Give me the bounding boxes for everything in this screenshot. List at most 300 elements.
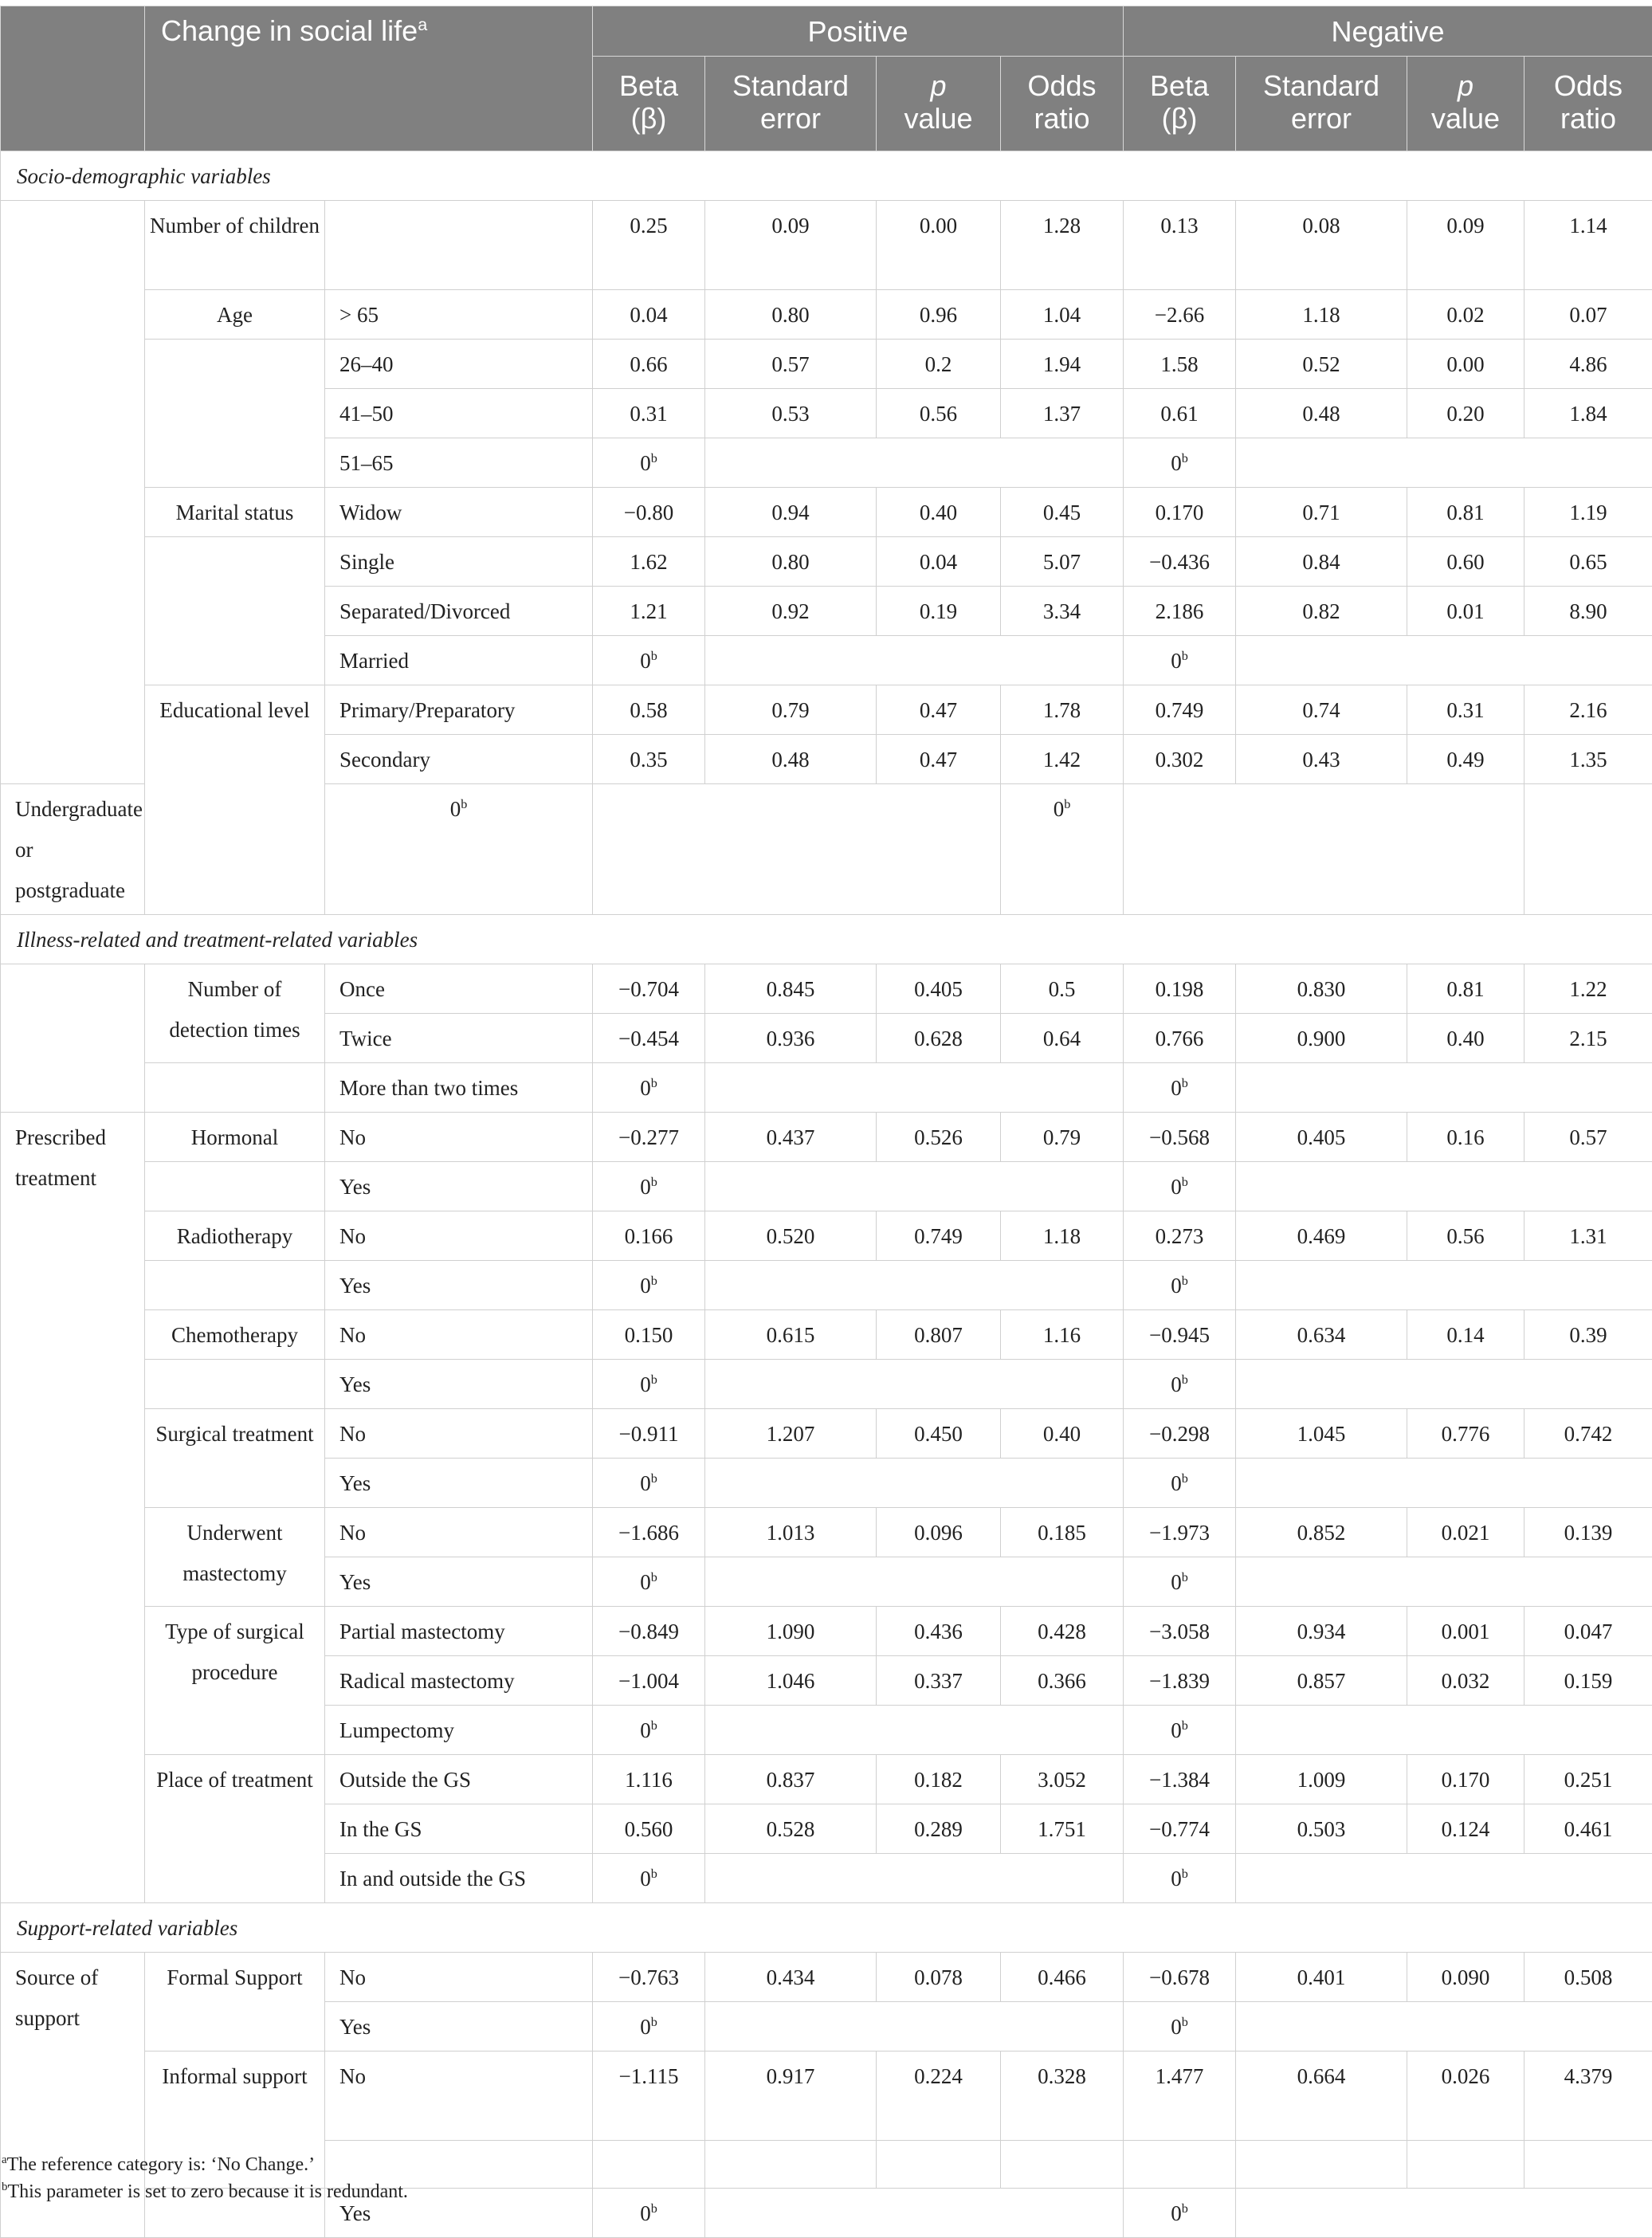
level-label: Yes — [325, 1360, 593, 1409]
section-heading: Illness-related and treatment-related variables — [1, 915, 1652, 964]
level-label — [325, 201, 593, 290]
empty-cell — [705, 2189, 1124, 2238]
empty-cell — [1124, 2141, 1236, 2189]
footnote-a: $^a$The reference category is: ‘No Change.’ — [2, 2152, 315, 2177]
header-row-groups — [1, 6, 1652, 57]
positive-se-cell: 0.936 — [705, 1014, 877, 1063]
empty-cell — [705, 1706, 1124, 1755]
table-row — [1, 537, 1652, 587]
positive-se-cell: 0.53 — [705, 389, 877, 438]
empty-cell — [705, 1261, 1124, 1310]
table-row — [1, 1211, 1652, 1261]
empty-cell — [1236, 1162, 1652, 1211]
positive-reference-cell: 0$^b$ — [593, 636, 705, 685]
group-label: Prescribed treatment — [1, 1113, 145, 1903]
level-label: Secondary — [325, 735, 593, 784]
negative-se-cell: 0.405 — [1236, 1113, 1407, 1162]
negative-beta-cell: 0.273 — [1124, 1211, 1236, 1261]
table-row — [1, 488, 1652, 537]
level-label: Once — [325, 964, 593, 1014]
positive-p-cell: 0.19 — [877, 587, 1001, 636]
negative-beta-cell: 0.13 — [1124, 201, 1236, 290]
variable-label — [145, 1360, 325, 1409]
negative-se-cell: 0.503 — [1236, 1804, 1407, 1854]
positive-se-cell: 0.80 — [705, 537, 877, 587]
negative-or-cell: 0.251 — [1524, 1755, 1652, 1804]
positive-reference-cell: 0$^b$ — [593, 1162, 705, 1211]
negative-or-cell: 0.57 — [1524, 1113, 1652, 1162]
level-label: Primary/Preparatory — [325, 685, 593, 735]
negative-se-cell: 0.82 — [1236, 587, 1407, 636]
variable-label — [145, 1162, 325, 1211]
positive-beta-cell: −0.704 — [593, 964, 705, 1014]
negative-or-cell: 0.508 — [1524, 1953, 1652, 2002]
level-label: Twice — [325, 1014, 593, 1063]
regression-table — [0, 6, 1652, 2238]
negative-p-cell: 0.026 — [1407, 2052, 1524, 2141]
section-heading: Socio-demographic variables — [1, 151, 1652, 201]
positive-or-cell: 3.34 — [1001, 587, 1124, 636]
positive-se-cell: 0.434 — [705, 1953, 877, 2002]
variable-label: Informal support — [145, 2052, 325, 2189]
variable-label: Age — [145, 290, 325, 340]
empty-cell — [593, 2141, 705, 2189]
negative-reference-cell: 0$^b$ — [1124, 1459, 1236, 1508]
negative-reference-cell: 0$^b$ — [1124, 1706, 1236, 1755]
level-label: Yes — [325, 1261, 593, 1310]
table-row — [1, 1953, 1652, 2002]
table-row — [1, 1310, 1652, 1360]
negative-reference-cell: 0$^b$ — [1124, 1261, 1236, 1310]
negative-se-cell: 0.43 — [1236, 735, 1407, 784]
positive-or-cell: 1.78 — [1001, 685, 1124, 735]
positive-se-cell: 0.528 — [705, 1804, 877, 1854]
negative-p-cell: 0.16 — [1407, 1113, 1524, 1162]
positive-reference-cell: 0$^b$ — [593, 1063, 705, 1113]
negative-se-cell: 0.48 — [1236, 389, 1407, 438]
negative-se-cell: 0.664 — [1236, 2052, 1407, 2141]
negative-p-cell: 0.021 — [1407, 1508, 1524, 1557]
negative-reference-cell: 0$^b$ — [1124, 1162, 1236, 1211]
positive-reference-cell: 0$^b$ — [593, 1854, 705, 1903]
level-label: No — [325, 1953, 593, 2002]
positive-beta-cell: 0.58 — [593, 685, 705, 735]
negative-beta-cell: −1.384 — [1124, 1755, 1236, 1804]
negative-beta-cell: 0.170 — [1124, 488, 1236, 537]
variable-label: Type of surgical procedure — [145, 1607, 325, 1755]
positive-or-cell: 0.45 — [1001, 488, 1124, 537]
level-label: No — [325, 1113, 593, 1162]
negative-beta-cell: −3.058 — [1124, 1607, 1236, 1656]
negative-p-cell: 0.124 — [1407, 1804, 1524, 1854]
negative-se-cell: 0.469 — [1236, 1211, 1407, 1261]
positive-or-cell: 1.42 — [1001, 735, 1124, 784]
negative-p-cell: 0.20 — [1407, 389, 1524, 438]
positive-p-cell: 0.450 — [877, 1409, 1001, 1459]
header-or-negative: Odds ratio — [1524, 57, 1652, 151]
positive-se-cell: 1.207 — [705, 1409, 877, 1459]
positive-p-cell: 0.00 — [877, 201, 1001, 290]
negative-se-cell: 0.934 — [1236, 1607, 1407, 1656]
negative-p-cell: 0.09 — [1407, 201, 1524, 290]
positive-beta-cell: 1.116 — [593, 1755, 705, 1804]
header-title-text: Change in social life — [161, 14, 418, 47]
positive-or-cell: 1.751 — [1001, 1804, 1124, 1854]
variable-label — [145, 537, 325, 685]
positive-se-cell: 0.520 — [705, 1211, 877, 1261]
negative-p-cell: 0.31 — [1407, 685, 1524, 735]
section-row — [1, 915, 1652, 964]
empty-cell — [877, 2141, 1001, 2189]
header-empty-cell — [1, 6, 145, 151]
table-row — [1, 201, 1652, 290]
negative-or-cell: 0.65 — [1524, 537, 1652, 587]
group-label — [1, 964, 145, 1113]
negative-reference-cell: 0$^b$ — [1124, 1063, 1236, 1113]
level-label: Married — [325, 636, 593, 685]
positive-p-cell: 0.96 — [877, 290, 1001, 340]
level-label: Widow — [325, 488, 593, 537]
positive-beta-cell: −0.80 — [593, 488, 705, 537]
header-p-positive: p value — [877, 57, 1001, 151]
section-heading: Support-related variables — [1, 1903, 1652, 1953]
header-title — [145, 6, 593, 151]
positive-beta-cell: 0.04 — [593, 290, 705, 340]
negative-beta-cell: −0.945 — [1124, 1310, 1236, 1360]
positive-beta-cell: −0.763 — [593, 1953, 705, 2002]
positive-se-cell: 1.046 — [705, 1656, 877, 1706]
positive-se-cell: 0.79 — [705, 685, 877, 735]
positive-se-cell: 0.80 — [705, 290, 877, 340]
positive-or-cell: 0.40 — [1001, 1409, 1124, 1459]
table-row — [1, 685, 1652, 735]
table-row — [1, 1113, 1652, 1162]
negative-beta-cell: −2.66 — [1124, 290, 1236, 340]
empty-cell — [1236, 1706, 1652, 1755]
level-label: > 65 — [325, 290, 593, 340]
positive-or-cell: 1.16 — [1001, 1310, 1124, 1360]
empty-cell — [1236, 1459, 1652, 1508]
positive-or-cell: 0.328 — [1001, 2052, 1124, 2141]
positive-se-cell: 0.94 — [705, 488, 877, 537]
positive-or-cell: 0.428 — [1001, 1607, 1124, 1656]
header-or-positive: Odds ratio — [1001, 57, 1124, 151]
negative-or-cell: 0.742 — [1524, 1409, 1652, 1459]
level-label: Radical mastectomy — [325, 1656, 593, 1706]
positive-or-cell: 5.07 — [1001, 537, 1124, 587]
level-label: No — [325, 1508, 593, 1557]
positive-p-cell: 0.526 — [877, 1113, 1001, 1162]
table-row — [1, 1360, 1652, 1409]
positive-se-cell: 0.845 — [705, 964, 877, 1014]
table-row — [1, 290, 1652, 340]
positive-or-cell: 0.79 — [1001, 1113, 1124, 1162]
positive-or-cell: 1.04 — [1001, 290, 1124, 340]
negative-reference-cell: 0$^b$ — [1124, 2002, 1236, 2052]
positive-beta-cell: −1.115 — [593, 2052, 705, 2141]
positive-or-cell: 1.94 — [1001, 340, 1124, 389]
positive-p-cell: 0.337 — [877, 1656, 1001, 1706]
negative-p-cell: 0.14 — [1407, 1310, 1524, 1360]
positive-p-cell: 0.078 — [877, 1953, 1001, 2002]
section-row — [1, 151, 1652, 201]
empty-cell — [1524, 2141, 1652, 2189]
negative-reference-cell: 0$^b$ — [1124, 1360, 1236, 1409]
level-label: No — [325, 1310, 593, 1360]
level-label: More than two times — [325, 1063, 593, 1113]
negative-beta-cell: −1.973 — [1124, 1508, 1236, 1557]
level-label: Partial mastectomy — [325, 1607, 593, 1656]
negative-p-cell: 0.56 — [1407, 1211, 1524, 1261]
variable-label: Surgical treatment — [145, 1409, 325, 1508]
level-label: Lumpectomy — [325, 1706, 593, 1755]
negative-beta-cell: 0.302 — [1124, 735, 1236, 784]
positive-reference-cell: 0$^b$ — [593, 2002, 705, 2052]
empty-cell — [705, 1360, 1124, 1409]
negative-or-cell: 4.86 — [1524, 340, 1652, 389]
negative-p-cell: 0.40 — [1407, 1014, 1524, 1063]
negative-beta-cell: 1.477 — [1124, 2052, 1236, 2141]
header-se-positive: Standard error — [705, 57, 877, 151]
negative-beta-cell: 0.61 — [1124, 389, 1236, 438]
positive-reference-cell: 0$^b$ — [593, 438, 705, 488]
table-row — [1, 1607, 1652, 1656]
empty-cell — [1407, 2141, 1524, 2189]
negative-se-cell: 0.852 — [1236, 1508, 1407, 1557]
negative-reference-cell: 0$^b$ — [1124, 636, 1236, 685]
negative-beta-cell: −0.298 — [1124, 1409, 1236, 1459]
negative-se-cell: 1.009 — [1236, 1755, 1407, 1804]
negative-p-cell: 0.170 — [1407, 1755, 1524, 1804]
negative-beta-cell: −0.568 — [1124, 1113, 1236, 1162]
negative-or-cell: 1.35 — [1524, 735, 1652, 784]
variable-label: Place of treatment — [145, 1755, 325, 1903]
level-label: 26–40 — [325, 340, 593, 389]
negative-se-cell: 0.08 — [1236, 201, 1407, 290]
empty-cell — [1236, 1360, 1652, 1409]
positive-or-cell: 1.18 — [1001, 1211, 1124, 1261]
negative-p-cell: 0.776 — [1407, 1409, 1524, 1459]
positive-reference-cell: 0$^b$ — [325, 784, 593, 915]
negative-beta-cell: 1.58 — [1124, 340, 1236, 389]
variable-label — [145, 1063, 325, 1113]
negative-reference-cell: 0$^b$ — [1124, 2189, 1236, 2238]
negative-reference-cell: 0$^b$ — [1124, 1854, 1236, 1903]
variable-label — [145, 1261, 325, 1310]
positive-p-cell: 0.436 — [877, 1607, 1001, 1656]
negative-or-cell: 0.07 — [1524, 290, 1652, 340]
positive-p-cell: 0.47 — [877, 735, 1001, 784]
positive-p-cell: 0.289 — [877, 1804, 1001, 1854]
variable-label — [145, 340, 325, 488]
table-row — [1, 1261, 1652, 1310]
negative-reference-cell: 0$^b$ — [1124, 438, 1236, 488]
level-label: In and outside the GS — [325, 1854, 593, 1903]
positive-se-cell: 0.48 — [705, 735, 877, 784]
negative-beta-cell: −0.678 — [1124, 1953, 1236, 2002]
positive-se-cell: 0.615 — [705, 1310, 877, 1360]
negative-beta-cell: 0.198 — [1124, 964, 1236, 1014]
positive-or-cell: 0.5 — [1001, 964, 1124, 1014]
negative-beta-cell: −1.839 — [1124, 1656, 1236, 1706]
negative-se-cell: 0.71 — [1236, 488, 1407, 537]
level-label: Undergraduate or postgraduate — [1, 784, 145, 915]
negative-p-cell: 0.81 — [1407, 488, 1524, 537]
variable-label: Educational level — [145, 685, 325, 915]
empty-cell — [1001, 2141, 1124, 2189]
positive-or-cell: 1.37 — [1001, 389, 1124, 438]
level-label: Yes — [325, 2189, 593, 2238]
positive-beta-cell: −0.911 — [593, 1409, 705, 1459]
negative-se-cell: 1.045 — [1236, 1409, 1407, 1459]
negative-se-cell: 0.857 — [1236, 1656, 1407, 1706]
negative-or-cell: 2.15 — [1524, 1014, 1652, 1063]
positive-beta-cell: 0.66 — [593, 340, 705, 389]
positive-beta-cell: 0.35 — [593, 735, 705, 784]
level-label: No — [325, 1409, 593, 1459]
empty-cell — [705, 1854, 1124, 1903]
positive-beta-cell: −1.004 — [593, 1656, 705, 1706]
table-row — [1, 2052, 1652, 2141]
positive-p-cell: 0.40 — [877, 488, 1001, 537]
table-row — [1, 340, 1652, 389]
empty-cell — [593, 784, 1001, 915]
positive-se-cell: 0.437 — [705, 1113, 877, 1162]
level-label: Yes — [325, 1557, 593, 1607]
empty-cell — [1124, 784, 1524, 915]
variable-label: Underwent mastectomy — [145, 1508, 325, 1607]
negative-or-cell: 1.14 — [1524, 201, 1652, 290]
empty-cell — [705, 2002, 1124, 2052]
level-label: 41–50 — [325, 389, 593, 438]
group-label: Source of support — [1, 1953, 145, 2238]
negative-p-cell: 0.00 — [1407, 340, 1524, 389]
positive-p-cell: 0.807 — [877, 1310, 1001, 1360]
positive-reference-cell: 0$^b$ — [593, 1459, 705, 1508]
positive-or-cell: 3.052 — [1001, 1755, 1124, 1804]
variable-label: Number of children — [145, 201, 325, 290]
positive-beta-cell: 0.150 — [593, 1310, 705, 1360]
variable-label: Radiotherapy — [145, 1211, 325, 1261]
empty-cell — [1236, 1261, 1652, 1310]
positive-or-cell: 0.185 — [1001, 1508, 1124, 1557]
positive-se-cell: 0.57 — [705, 340, 877, 389]
positive-p-cell: 0.224 — [877, 2052, 1001, 2141]
table-row — [1, 1162, 1652, 1211]
header-positive: Positive — [593, 6, 1124, 57]
positive-beta-cell: 1.21 — [593, 587, 705, 636]
empty-cell — [1236, 1557, 1652, 1607]
negative-or-cell: 1.19 — [1524, 488, 1652, 537]
positive-reference-cell: 0$^b$ — [593, 1360, 705, 1409]
empty-cell — [705, 1459, 1124, 1508]
empty-cell — [705, 2141, 877, 2189]
negative-p-cell: 0.032 — [1407, 1656, 1524, 1706]
level-label: Outside the GS — [325, 1755, 593, 1804]
negative-or-cell: 0.159 — [1524, 1656, 1652, 1706]
header-se-negative: Standard error — [1236, 57, 1407, 151]
negative-beta-cell: 0.766 — [1124, 1014, 1236, 1063]
negative-or-cell: 0.461 — [1524, 1804, 1652, 1854]
positive-p-cell: 0.405 — [877, 964, 1001, 1014]
negative-p-cell: 0.49 — [1407, 735, 1524, 784]
negative-p-cell: 0.60 — [1407, 537, 1524, 587]
negative-se-cell: 0.900 — [1236, 1014, 1407, 1063]
level-label: No — [325, 1211, 593, 1261]
empty-cell — [1236, 2189, 1652, 2238]
positive-beta-cell: 0.31 — [593, 389, 705, 438]
negative-or-cell: 0.047 — [1524, 1607, 1652, 1656]
positive-beta-cell: −0.454 — [593, 1014, 705, 1063]
level-label: Separated/Divorced — [325, 587, 593, 636]
positive-beta-cell: 0.560 — [593, 1804, 705, 1854]
positive-or-cell: 0.466 — [1001, 1953, 1124, 2002]
positive-reference-cell: 0$^b$ — [593, 2189, 705, 2238]
negative-or-cell: 0.39 — [1524, 1310, 1652, 1360]
header-p-negative: p value — [1407, 57, 1524, 151]
header-beta-negative: Beta (β) — [1124, 57, 1236, 151]
negative-reference-cell: 0$^b$ — [1001, 784, 1124, 915]
empty-cell — [1236, 2141, 1407, 2189]
empty-cell — [705, 636, 1124, 685]
footnote-mark-a: a — [418, 14, 427, 34]
positive-se-cell: 0.92 — [705, 587, 877, 636]
variable-label: Hormonal — [145, 1113, 325, 1162]
positive-beta-cell: −1.686 — [593, 1508, 705, 1557]
positive-or-cell: 0.366 — [1001, 1656, 1124, 1706]
negative-or-cell: 1.84 — [1524, 389, 1652, 438]
footnote-b: $^b$This parameter is set to zero because it is redundant. — [2, 2179, 408, 2205]
negative-beta-cell: 2.186 — [1124, 587, 1236, 636]
positive-p-cell: 0.749 — [877, 1211, 1001, 1261]
negative-p-cell: 0.090 — [1407, 1953, 1524, 2002]
negative-se-cell: 0.401 — [1236, 1953, 1407, 2002]
negative-beta-cell: −0.436 — [1124, 537, 1236, 587]
level-label: Yes — [325, 1459, 593, 1508]
negative-p-cell: 0.02 — [1407, 290, 1524, 340]
negative-p-cell: 0.01 — [1407, 587, 1524, 636]
empty-cell — [1236, 2002, 1652, 2052]
level-label: No — [325, 2052, 593, 2141]
negative-beta-cell: 0.749 — [1124, 685, 1236, 735]
empty-cell — [1236, 1063, 1652, 1113]
negative-p-cell: 0.81 — [1407, 964, 1524, 1014]
variable-label: Marital status — [145, 488, 325, 537]
positive-reference-cell: 0$^b$ — [593, 1557, 705, 1607]
positive-or-cell: 1.28 — [1001, 201, 1124, 290]
negative-reference-cell: 0$^b$ — [1124, 1557, 1236, 1607]
negative-se-cell: 1.18 — [1236, 290, 1407, 340]
negative-se-cell: 0.84 — [1236, 537, 1407, 587]
negative-se-cell: 0.74 — [1236, 685, 1407, 735]
positive-reference-cell: 0$^b$ — [593, 1261, 705, 1310]
negative-or-cell: 1.31 — [1524, 1211, 1652, 1261]
negative-or-cell: 1.22 — [1524, 964, 1652, 1014]
positive-p-cell: 0.56 — [877, 389, 1001, 438]
negative-or-cell: 2.16 — [1524, 685, 1652, 735]
negative-se-cell: 0.634 — [1236, 1310, 1407, 1360]
table-row — [1, 1508, 1652, 1557]
empty-cell — [1236, 1854, 1652, 1903]
empty-cell — [705, 1063, 1124, 1113]
header-negative: Negative — [1124, 6, 1652, 57]
group-label — [1, 201, 145, 784]
positive-beta-cell: −0.849 — [593, 1607, 705, 1656]
empty-cell — [705, 438, 1124, 488]
section-row — [1, 1903, 1652, 1953]
level-label: 51–65 — [325, 438, 593, 488]
empty-cell — [1236, 438, 1652, 488]
